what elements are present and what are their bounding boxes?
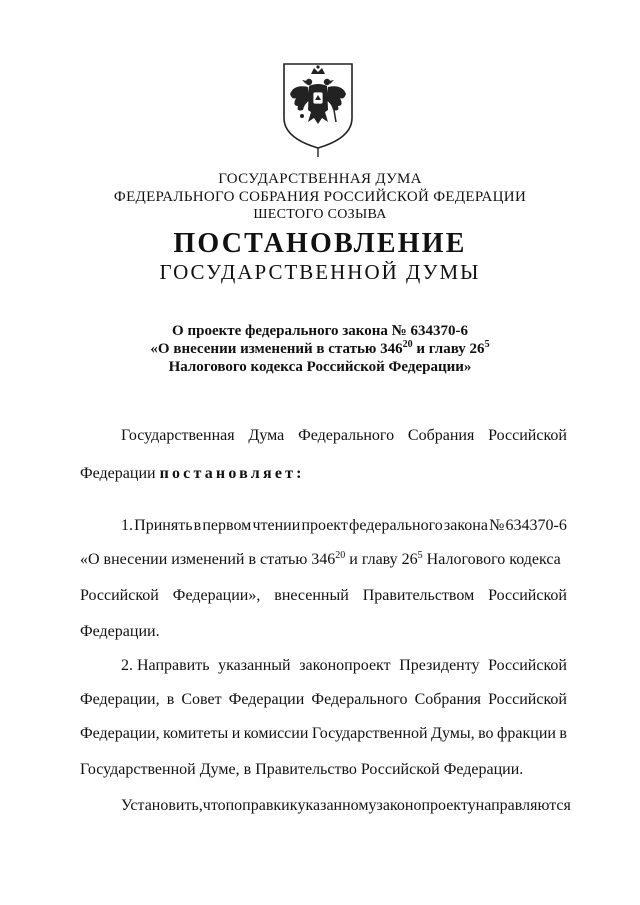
- word: в: [193, 517, 202, 534]
- org-name-line-1: ГОСУДАРСТВЕННАЯ ДУМА: [218, 171, 422, 187]
- word: чтении: [252, 517, 301, 534]
- convocation-line: ШЕСТОГО СОЗЫВА: [253, 207, 387, 222]
- word: Президенту: [399, 657, 480, 674]
- paragraph-2-line-3: [80, 724, 567, 744]
- word: Федерации,: [80, 691, 160, 708]
- word: Федерации,: [80, 725, 160, 742]
- word: первом: [202, 517, 252, 534]
- intro-line-2: Федерации постановляет:: [80, 465, 305, 482]
- word: и: [231, 725, 241, 742]
- word: законопроекту: [376, 797, 476, 814]
- word: Федерации: [228, 691, 305, 708]
- word: Российской: [488, 587, 567, 604]
- word: Российской: [488, 657, 567, 674]
- subject-line-2: «О внесении изменений в статью $346^{20}$ и главу $26^5$: [150, 339, 490, 357]
- word: указанный: [218, 657, 291, 674]
- word: Совет: [181, 691, 222, 708]
- org-name-line-2: ФЕДЕРАЛЬНОГО СОБРАНИЯ РОССИЙСКОЙ ФЕДЕРАЦИИ: [113, 189, 527, 205]
- word: указанному: [297, 797, 377, 814]
- paragraph-2-line-2: [80, 690, 567, 710]
- paragraph-2-line-1: [121, 656, 567, 676]
- word: Федерации»,: [172, 587, 261, 604]
- word: 2. Направить: [121, 657, 210, 674]
- word: что: [202, 797, 226, 814]
- document-type-subtitle: ГОСУДАРСТВЕННОЙ ДУМЫ: [159, 260, 481, 284]
- paragraph-1-line-3: [80, 586, 567, 606]
- word: закона: [443, 517, 488, 534]
- word: проект: [301, 517, 348, 534]
- paragraph-3-line-1: [121, 796, 571, 816]
- word: Государственная: [121, 427, 235, 444]
- word: Думы,: [431, 725, 475, 742]
- word: к: [289, 797, 298, 814]
- word: внесенный: [274, 587, 349, 604]
- word: Федерального: [311, 691, 408, 708]
- document-type-title: ПОСТАНОВЛЕНИЕ: [173, 228, 467, 259]
- word: Собрания: [407, 427, 475, 444]
- word: Российской: [488, 691, 567, 708]
- word: Установить,: [121, 797, 203, 814]
- coat-of-arms-emblem: [278, 60, 358, 158]
- subject-line-3: Налогового кодекса Российской Федерации»: [168, 359, 472, 375]
- word: Принять: [134, 517, 193, 534]
- word: во: [478, 725, 494, 742]
- word: федерального: [349, 517, 443, 534]
- word: поправки: [225, 797, 290, 814]
- word: в: [559, 725, 567, 742]
- decree-verb: постановляет:: [159, 465, 305, 482]
- paragraph-1-line-2: «О внесении изменений в статью $346^{20}$ и главу $26^5$ Налогового кодекса: [80, 550, 561, 568]
- word: Государственной: [311, 725, 428, 742]
- word: 1.: [121, 517, 133, 534]
- intro-line-1: [121, 426, 567, 446]
- word: законопроект: [299, 657, 391, 674]
- paragraph-1-line-1: [121, 516, 567, 536]
- word: комиссии: [243, 725, 309, 742]
- word: Собрания: [414, 691, 481, 708]
- word: 634370-6: [505, 517, 567, 534]
- paragraph-2-line-4: Государственной Думе, в Правительство Российской Федерации.: [80, 761, 524, 778]
- word: фракции: [497, 725, 556, 742]
- word: Российской: [80, 587, 159, 604]
- word: комитеты: [163, 725, 229, 742]
- subject-line-1: О проекте федерального закона № 634370-6: [172, 323, 468, 339]
- word: Дума: [248, 427, 285, 444]
- word: направляются: [475, 797, 571, 814]
- paragraph-1-line-4: Федерации.: [80, 623, 160, 640]
- word: №: [489, 517, 505, 534]
- word: в: [166, 691, 175, 708]
- word: Правительством: [362, 587, 475, 604]
- word: Федерального: [298, 427, 395, 444]
- word: Российской: [488, 427, 567, 444]
